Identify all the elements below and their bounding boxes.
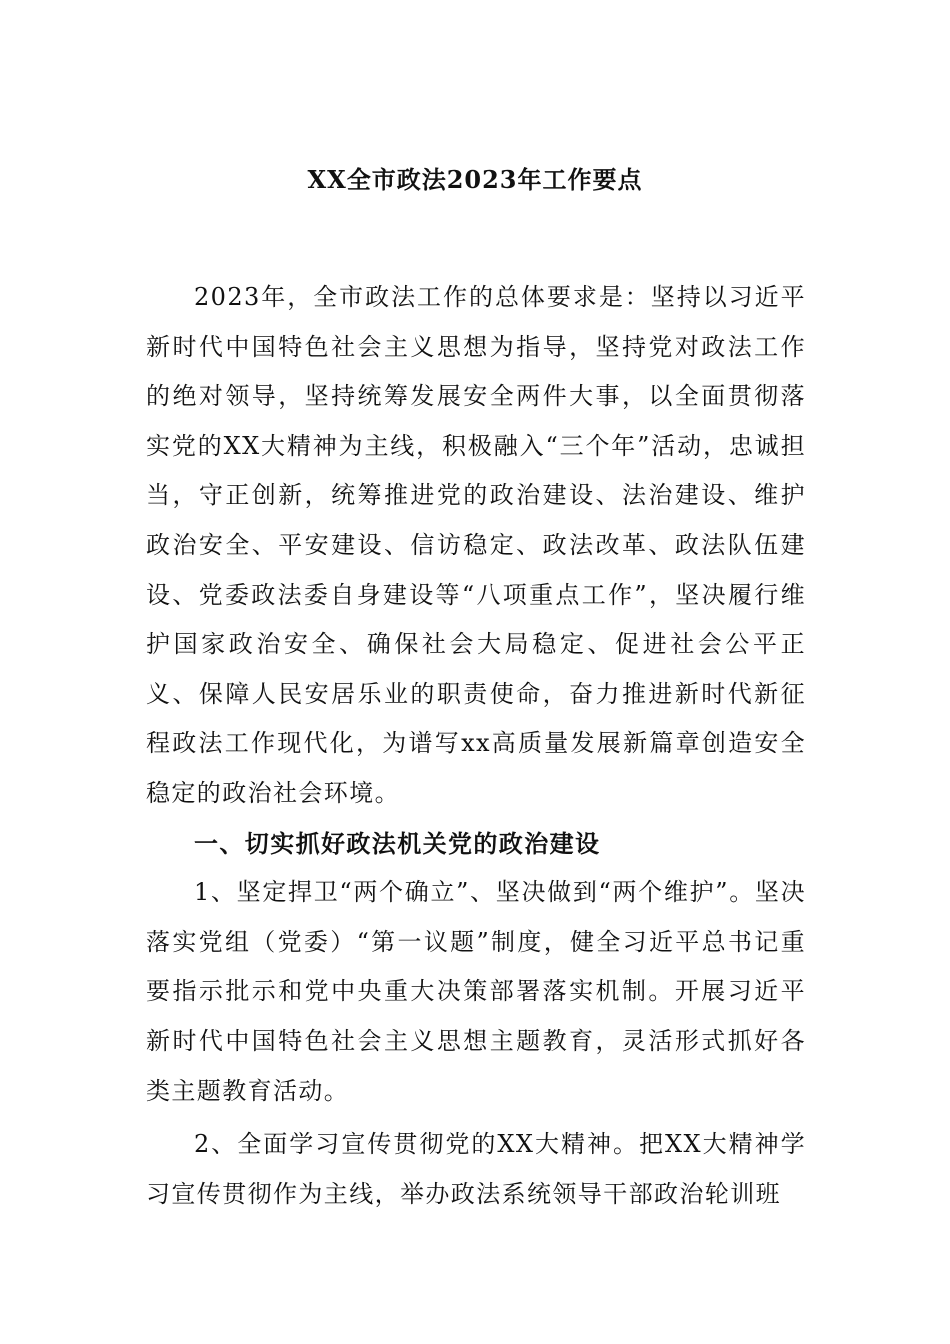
section-heading-1: 一、切实抓好政法机关党的政治建设 xyxy=(194,828,601,858)
paragraph-item-1: 1、坚定捍卫“两个确立”、坚决做到“两个维护”。坚决落实党组（党委）“第一议题”制度，健全习近平总书记重要指示批示和党中央重大决策部署落实机制。开展习近平新时代中国特色社会主义思想主题教育，灵活形式抓好各类主题教育活动。 xyxy=(146,878,806,1105)
document-title: XX全市政法2023年工作要点 xyxy=(307,165,643,194)
document-body xyxy=(146,273,806,1219)
paragraph-general-requirements: 2023年，全市政法工作的总体要求是：坚持以习近平新时代中国特色社会主义思想为指导，坚持党对政法工作的绝对领导，坚持统筹发展安全两件大事，以全面贯彻落实党的XX大精神为主线，积极融入“三个年”活动，忠诚担当，守正创新，统筹推进党的政治建设、法治建设、维护政治安全、平安建设、信访稳定、政法改革、政法队伍建设、党委政法委自身建设等“八项重点工作”，坚决履行维护国家政治安全、确保社会大局稳定、促进社会公平正义、保障人民安居乐业的职责使命，奋力推进新时代新征程政法工作现代化，为谱写xx高质量发展新篇章创造安全稳定的政治社会环境。 xyxy=(146,283,806,807)
paragraph-item-2: 2、全面学习宣传贯彻党的XX大精神。把XX大精神学习宣传贯彻作为主线，举办政法系统领导干部政治轮训班 xyxy=(146,1130,806,1208)
